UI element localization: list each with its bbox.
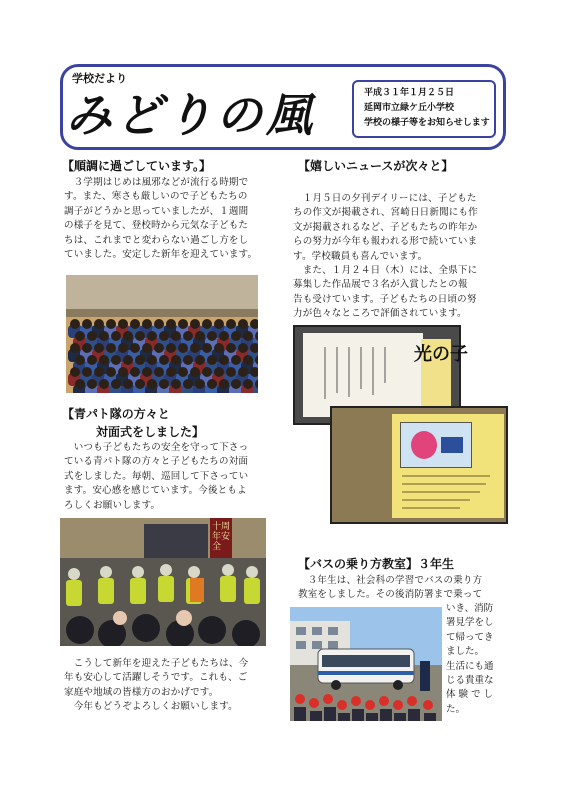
student-head	[135, 355, 145, 365]
student-head	[195, 331, 205, 341]
newsletter-title: みどりの風	[66, 88, 316, 142]
student-head	[214, 367, 224, 377]
text-line: また、１月２４日（木）には、全県下に	[293, 265, 478, 277]
student-head	[178, 343, 188, 353]
text-line: じる貴重な	[446, 675, 494, 687]
student-head	[87, 355, 97, 365]
student-head	[111, 355, 121, 365]
student-head	[142, 367, 152, 377]
closing-body	[64, 657, 280, 715]
bus-class-photo	[290, 607, 442, 721]
text-line: ます。安心感を感じています。今後ともよ	[64, 485, 247, 497]
section3-heading: 【嬉しいニュースが次々と】	[298, 159, 454, 173]
text-line: ちは、これまでと変わらない過ごし方をし	[64, 234, 249, 246]
student-head	[111, 331, 121, 341]
student-head	[94, 367, 104, 377]
poster-photo-award	[330, 406, 508, 524]
text-line: らの努力が今年も報われる形で続いていま	[293, 236, 478, 248]
student-head	[70, 367, 80, 377]
student-head	[190, 343, 200, 353]
text-line: す。学校職員も喜んでいます。	[293, 250, 428, 262]
student-head	[142, 343, 152, 353]
text-line: 生活にも通	[446, 660, 494, 672]
text-line: １月５日の夕刊デイリーには、子どもた	[293, 193, 477, 204]
student-head	[202, 319, 212, 329]
student-head	[82, 319, 92, 329]
student-head	[99, 331, 109, 341]
student-head	[130, 343, 140, 353]
text-line: 式をしました。毎朝、巡回して下さってい	[64, 470, 249, 482]
student-head	[202, 367, 212, 377]
student-head	[195, 379, 205, 389]
issue-info-box	[352, 80, 496, 138]
text-line: ていました。安定した新年を迎えています。	[64, 249, 258, 261]
student-head	[255, 331, 258, 341]
student-head	[178, 319, 188, 329]
section4-heading: 【バスの乗り方教室】３年生	[298, 557, 455, 571]
poster-title: 光の子	[414, 344, 468, 365]
student-head	[250, 367, 258, 377]
student-head	[87, 331, 97, 341]
student-head	[250, 319, 258, 329]
student-head	[154, 367, 164, 377]
student-head	[142, 319, 152, 329]
student-head	[183, 331, 193, 341]
student-head	[123, 331, 133, 341]
text-line: 募集した作品展で３名が入賞したとの報	[293, 279, 468, 291]
text-line: ろしくお願いします。	[64, 499, 161, 511]
student-head	[214, 319, 224, 329]
student-head	[183, 379, 193, 389]
gym-wall	[66, 275, 258, 309]
student-head	[226, 367, 236, 377]
bus-scene	[290, 607, 442, 721]
gym-stage-edge	[66, 309, 258, 317]
student-head	[207, 379, 217, 389]
text-line: 体 験 で し	[446, 689, 494, 701]
student-head	[195, 355, 205, 365]
student-head	[231, 331, 241, 341]
student-head	[243, 331, 253, 341]
student-head	[75, 331, 85, 341]
section4-body	[298, 574, 514, 603]
student-head	[123, 355, 133, 365]
text-line: ている青パト隊の方々と子どもたちの対面	[64, 456, 249, 468]
student-head	[82, 367, 92, 377]
student-head	[82, 343, 92, 353]
award-caption-lines	[400, 472, 496, 512]
student-head	[130, 367, 140, 377]
text-line: こうして新年を迎えた子どもたちは、今	[64, 658, 249, 669]
student-head	[159, 331, 169, 341]
text-line: す。また、寒さも厳しいので子どもたちの	[64, 191, 248, 203]
student-head	[219, 355, 229, 365]
text-line: た。	[446, 703, 466, 715]
student-head	[99, 355, 109, 365]
school-name: 延岡市立緑ケ丘小学校	[364, 103, 455, 113]
text-line: 文が掲載されるなど、子どもたちの昨年か	[293, 221, 478, 233]
student-head	[166, 343, 176, 353]
student-head	[255, 355, 258, 365]
text-line: 調子がどうかと思っていましたが、１週間	[64, 205, 249, 217]
assembly-photo	[66, 275, 258, 393]
section1-body	[64, 176, 280, 262]
student-head	[219, 379, 229, 389]
student-head	[111, 379, 121, 389]
student-head	[75, 379, 85, 389]
student-head	[135, 331, 145, 341]
section2-body	[64, 441, 280, 513]
student-head	[171, 379, 181, 389]
student-head	[87, 379, 97, 389]
section2-heading-line2: 対面式をしました】	[96, 425, 205, 439]
student-head	[250, 343, 258, 353]
student-head	[99, 379, 109, 389]
student-head	[207, 331, 217, 341]
student-head	[94, 343, 104, 353]
text-line: 教室をしました。その後消防署まで乗って	[298, 589, 483, 601]
student-head	[130, 319, 140, 329]
section4-body-narrow	[446, 602, 512, 717]
student-head	[190, 319, 200, 329]
student-head	[118, 343, 128, 353]
student-head	[183, 355, 193, 365]
handwritten-text	[315, 343, 411, 403]
section1-heading: 【順調に過ごしています。】	[62, 159, 212, 173]
drawing-figure	[411, 431, 437, 459]
newsletter-subtitle: 学校の様子等をお知らせします	[364, 118, 490, 128]
student-head	[255, 379, 258, 389]
text-line: 今年もどうぞよろしくお願いします。	[64, 701, 238, 713]
text-line: 力が色々なところで評価されています。	[293, 308, 467, 320]
newsletter-kicker: 学校だより	[72, 72, 127, 85]
text-line: いき、消防	[446, 603, 494, 614]
patrol-scene	[60, 518, 266, 646]
award-drawing	[400, 422, 472, 468]
text-line: 家庭や地域の皆様方のおかげです。	[64, 686, 219, 698]
student-head	[106, 343, 116, 353]
issue-date: 平成３１年１月２５日	[364, 88, 455, 98]
student-head	[243, 355, 253, 365]
student-head	[226, 343, 236, 353]
student-head	[238, 367, 248, 377]
student-head	[135, 379, 145, 389]
text-line: いつも子どもたちの安全を守って下さっ	[64, 442, 249, 453]
student-head	[154, 343, 164, 353]
anniversary-banner: 十周年安全	[212, 522, 231, 552]
section3-body	[293, 192, 509, 322]
student-head	[238, 343, 248, 353]
student-head	[123, 379, 133, 389]
student-head	[118, 367, 128, 377]
text-line: ちの作文が掲載され、宮崎日日新聞にも作	[293, 207, 478, 219]
student-head	[147, 355, 157, 365]
student-head	[171, 355, 181, 365]
student-head	[231, 355, 241, 365]
text-line: ３学期はじめは風邪などが流行る時期で	[64, 177, 249, 188]
drawing-shape	[441, 437, 463, 453]
student-head	[231, 379, 241, 389]
student-head	[178, 367, 188, 377]
student-head	[147, 331, 157, 341]
student-head	[154, 319, 164, 329]
student-head	[159, 379, 169, 389]
text-line: の様子を見て、登校時から元気な子どもた	[64, 220, 249, 232]
student-head	[147, 379, 157, 389]
student-head	[106, 367, 116, 377]
text-line: 告も受けています。子どもたちの日頃の努	[293, 293, 477, 305]
student-head	[106, 319, 116, 329]
student-head	[243, 379, 253, 389]
student-head	[70, 343, 80, 353]
student-head	[159, 355, 169, 365]
text-line: ３年生は、社会科の学習でバスの乗り方	[298, 575, 483, 586]
patrol-ceremony-photo	[60, 518, 266, 646]
student-head	[226, 319, 236, 329]
student-head	[166, 367, 176, 377]
student-head	[190, 367, 200, 377]
student-head	[214, 343, 224, 353]
text-line: ました。	[446, 646, 485, 658]
student-head	[70, 319, 80, 329]
student-head	[171, 331, 181, 341]
student-head	[94, 319, 104, 329]
text-line: 署見学をし	[446, 617, 494, 629]
section2-heading-line1: 【青パト隊の方々と	[62, 407, 170, 421]
student-head	[166, 319, 176, 329]
text-line: て帰ってき	[446, 631, 494, 643]
student-head	[207, 355, 217, 365]
student-head	[238, 319, 248, 329]
student-head	[118, 319, 128, 329]
text-line: 年も安心して活躍しそうです。これも、ご	[64, 672, 248, 684]
student-head	[219, 331, 229, 341]
student-head	[202, 343, 212, 353]
student-head	[75, 355, 85, 365]
